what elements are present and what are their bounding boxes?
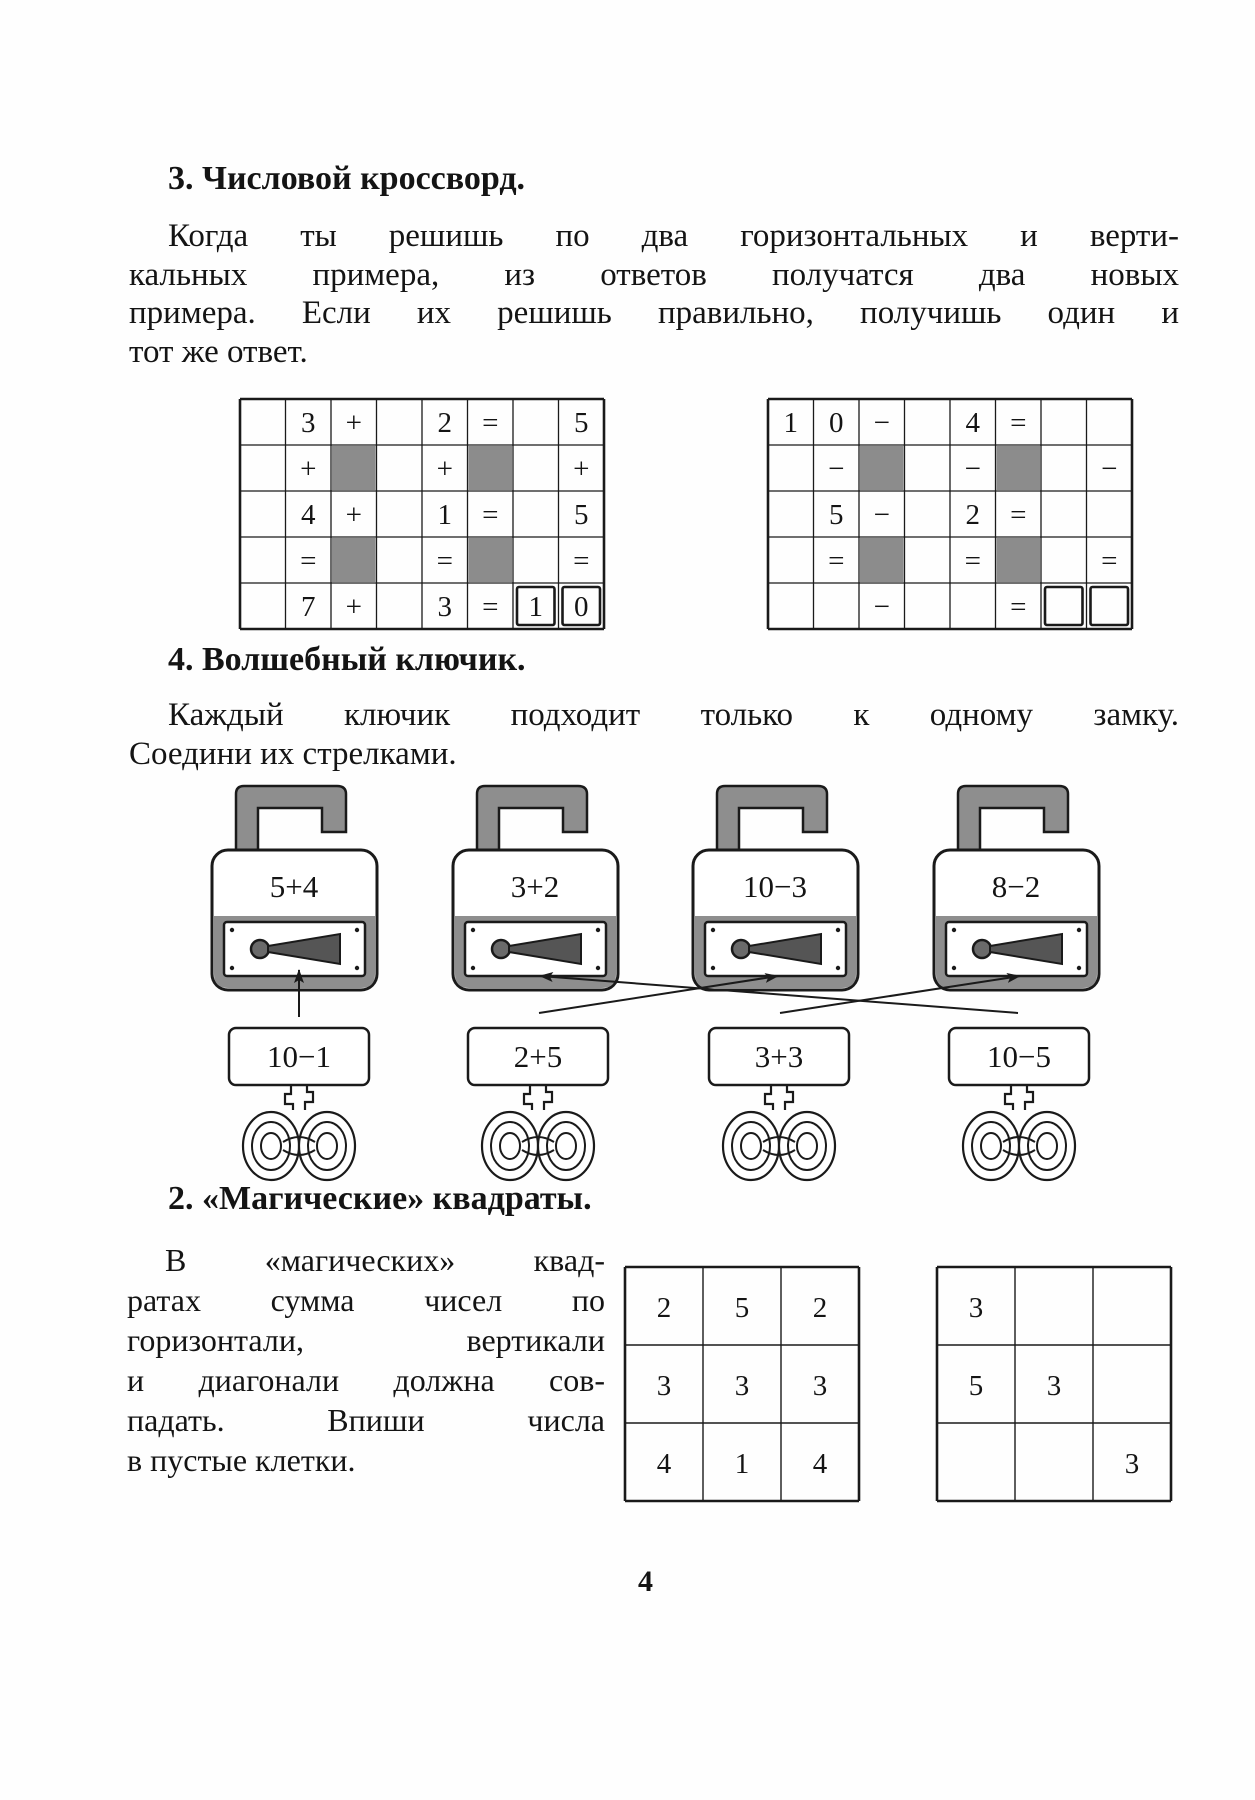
crossword-cell-text: = [1101, 545, 1118, 577]
crossword-cell-text: + [300, 453, 317, 485]
crossword-cell-text: − [873, 591, 890, 623]
magic-square-cell: 3 [1124, 1448, 1140, 1480]
text-line: тот же ответ. [129, 333, 308, 370]
empty-cell[interactable] [1017, 1269, 1091, 1343]
section-3-title: 3. Числовой кроссворд. [168, 160, 526, 197]
magic-square-cell: 3 [734, 1370, 750, 1402]
crossword-cell-text: + [345, 407, 362, 439]
crossword-cell-text: − [873, 407, 890, 439]
crossword-cell-text: = [573, 545, 590, 577]
key-label: 10−1 [267, 1039, 331, 1074]
crossword-cell-text: 5 [574, 499, 589, 531]
crossword-cell-text: 7 [301, 591, 316, 623]
crossword-grid-2 [766, 397, 1136, 639]
magic-square-cell: 3 [1046, 1370, 1062, 1402]
text-line: ратах сумма чисел по [127, 1282, 605, 1318]
text-line: Каждый ключик подходит только к одному замку. [168, 697, 1179, 733]
magic-square-cell: 5 [968, 1370, 984, 1402]
text-line: примера. Если их решишь правильно, получишь один и [129, 295, 1179, 331]
text-line: падать. Впиши числа [127, 1402, 605, 1438]
text-line: горизонтали, вертикали [127, 1322, 605, 1358]
padlock [212, 786, 377, 990]
crossword-cell-text: = [482, 499, 499, 531]
text-line: и диагонали должна сов- [127, 1362, 605, 1398]
crossword-cell-text: − [1101, 453, 1118, 485]
crossword-cell-text: 1 [437, 499, 452, 531]
crossword-cell-text: 2 [437, 407, 452, 439]
crossword-cell-text: = [828, 545, 845, 577]
key[interactable] [949, 1028, 1089, 1180]
key[interactable] [709, 1028, 849, 1180]
empty-cell[interactable] [1095, 1347, 1169, 1421]
text-line: Соедини их стрелками. [129, 735, 457, 772]
crossword-cell-text: + [345, 499, 362, 531]
keyhole-icon [492, 940, 510, 958]
empty-cell[interactable] [939, 1425, 1013, 1499]
crossword-cell-text: = [300, 545, 317, 577]
page-number: 4 [638, 1565, 653, 1598]
magic-square-cell: 3 [812, 1370, 828, 1402]
padlock [693, 786, 858, 990]
key-label: 3+3 [754, 1039, 804, 1074]
locks-and-keys-illustration [0, 780, 1255, 1190]
magic-square-cell: 4 [656, 1448, 672, 1480]
padlock [934, 786, 1099, 990]
shaded-cell [860, 446, 904, 490]
crossword-cell-text: 0 [574, 591, 589, 623]
text-line: кальных примера, из ответов получатся два новых [129, 256, 1179, 293]
crossword-cell-text: = [482, 591, 499, 623]
crossword-cell-text: + [345, 591, 362, 623]
keyhole-icon [732, 940, 750, 958]
lock-label: 5+4 [269, 869, 319, 904]
crossword-cell-text: 2 [965, 499, 980, 531]
crossword-cell-text: 4 [301, 499, 316, 531]
crossword-cell-text: − [964, 453, 981, 485]
crossword-cell-text: 3 [437, 591, 452, 623]
key[interactable] [468, 1028, 608, 1180]
keyhole-icon [973, 940, 991, 958]
crossword-cell-text: = [1010, 407, 1027, 439]
crossword-cell-text: = [1010, 591, 1027, 623]
key-label: 2+5 [513, 1039, 563, 1074]
shaded-cell [332, 538, 376, 582]
keyhole-icon [251, 940, 269, 958]
lock-label: 10−3 [743, 869, 807, 904]
magic-square-cell: 1 [734, 1448, 750, 1480]
crossword-cell-text: = [436, 545, 453, 577]
section-2-text [127, 1240, 605, 1480]
crossword-cell-text: + [436, 453, 453, 485]
crossword-cell-text: 4 [965, 407, 980, 439]
section-3-text [129, 217, 1179, 371]
crossword-grid-1 [238, 397, 608, 639]
crossword-cell-text: 3 [301, 407, 316, 439]
shaded-cell [469, 446, 513, 490]
magic-square-1 [623, 1265, 863, 1505]
lock-label: 3+2 [510, 869, 560, 904]
shaded-cell [332, 446, 376, 490]
magic-square-cell: 3 [968, 1292, 984, 1324]
crossword-cell-text: = [964, 545, 981, 577]
lock-label: 8−2 [991, 869, 1041, 904]
crossword-cell-text: 5 [574, 407, 589, 439]
magic-square-cell: 2 [656, 1292, 672, 1324]
section-4-title: 4. Волшебный ключик. [168, 641, 526, 678]
crossword-cell-text: + [573, 453, 590, 485]
magic-square-cell: 5 [734, 1292, 750, 1324]
text-line: В «магических» квад- [165, 1242, 605, 1278]
text-line: в пустые клетки. [127, 1442, 356, 1478]
crossword-cell-text: − [828, 453, 845, 485]
crossword-cell-text: 1 [783, 407, 798, 439]
crossword-cell-text: = [482, 407, 499, 439]
crossword-cell-text: 5 [829, 499, 844, 531]
padlock [453, 786, 618, 990]
key-label: 10−5 [987, 1039, 1051, 1074]
answer-box[interactable] [1045, 587, 1083, 625]
shaded-cell [469, 538, 513, 582]
crossword-cell-text: = [1010, 499, 1027, 531]
empty-cell[interactable] [1017, 1425, 1091, 1499]
answer-box[interactable] [1091, 587, 1129, 625]
crossword-cell-text: 0 [829, 407, 844, 439]
section-4-text [129, 696, 1179, 773]
shaded-cell [997, 538, 1041, 582]
magic-square-cell: 3 [656, 1370, 672, 1402]
key[interactable] [229, 1028, 369, 1180]
magic-square-cell: 2 [812, 1292, 828, 1324]
shaded-cell [997, 446, 1041, 490]
crossword-cell-text: − [873, 499, 890, 531]
shaded-cell [860, 538, 904, 582]
magic-square-cell: 4 [812, 1448, 828, 1480]
magic-square-2 [935, 1265, 1175, 1505]
crossword-cell-text: 1 [528, 591, 543, 623]
text-line: Когда ты решишь по два горизонтальных и верти- [168, 218, 1179, 254]
section-2-title: 2. «Магические» квадраты. [168, 1180, 592, 1217]
empty-cell[interactable] [1095, 1269, 1169, 1343]
